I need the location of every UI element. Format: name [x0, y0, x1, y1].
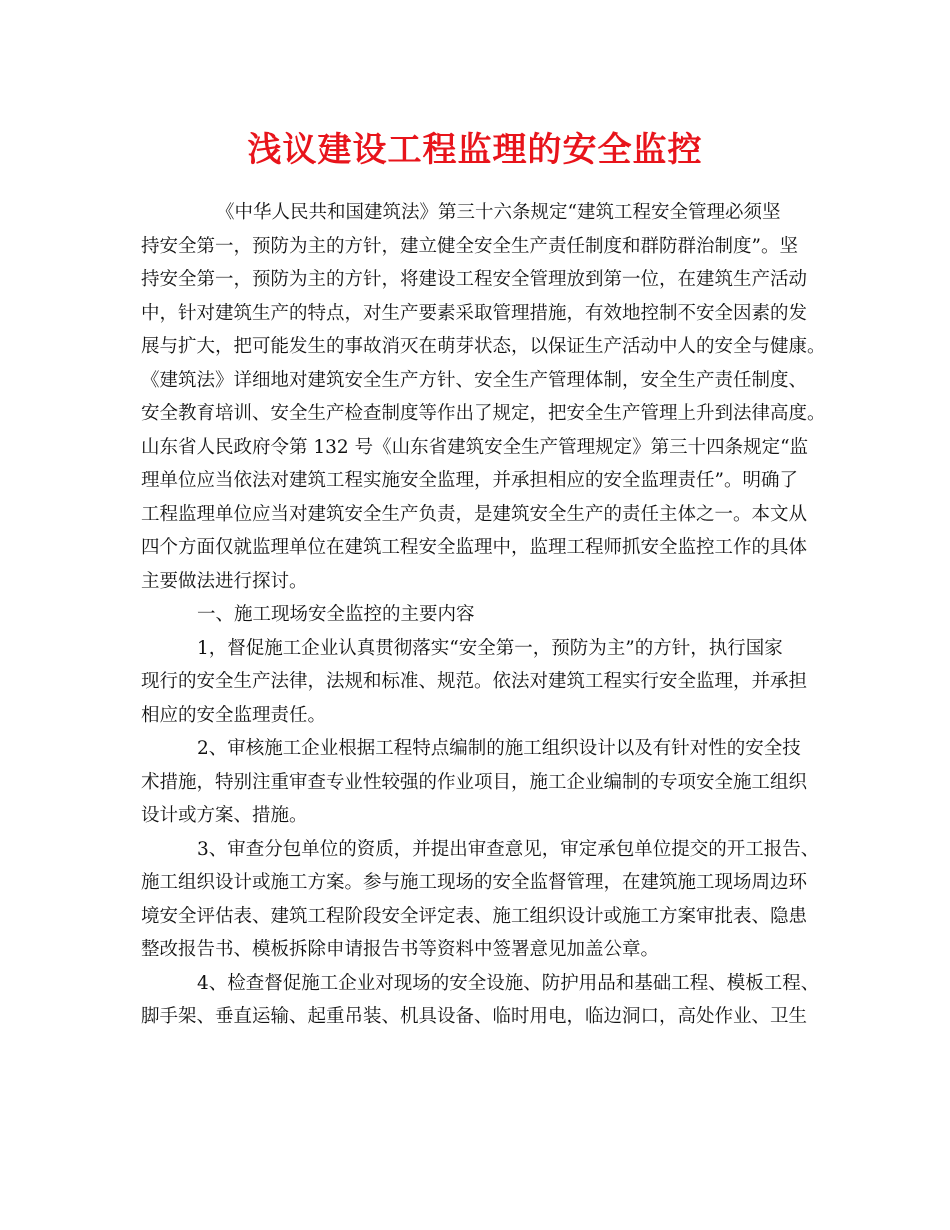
- paragraph-line: 1，督促施工企业认真贯彻落实“安全第一，预防为主”的方针，执行国家: [197, 637, 783, 659]
- paragraph-line: 4、检查督促施工企业对现场的安全设施、防护用品和基础工程、模板工程、: [197, 972, 820, 994]
- paragraph-line: 《中华人民共和国建筑法》第三十六条规定“建筑工程安全管理必须坚: [216, 202, 781, 223]
- paragraph: [141, 732, 821, 833]
- document-title: 浅议建设工程监理的安全监控: [247, 130, 703, 170]
- paragraph-line: 术措施，特别注重审查专业性较强的作业项目，施工企业编制的专项安全施工组织: [141, 771, 808, 793]
- paragraph-line: 相应的安全监理责任。: [141, 704, 327, 726]
- paragraph-line: 山东省人民政府令第 132 号《山东省建筑安全生产管理规定》第三十四条规定“监: [141, 436, 809, 458]
- paragraph-line: 2、审核施工企业根据工程特点编制的施工组织设计以及有针对性的安全技: [197, 738, 801, 759]
- paragraph-line: 3、审查分包单位的资质，并提出审查意见，审定承包单位提交的开工报告、: [197, 838, 820, 860]
- paragraph-line: 现行的安全生产法律，法规和标准、规范。依法对建筑工程实行安全监理，并承担: [141, 671, 808, 692]
- paragraph-line: 施工组织设计或施工方案。参与施工现场的安全监督管理，在建筑施工现场周边环: [141, 872, 808, 893]
- paragraph: [141, 632, 821, 733]
- paragraph: [141, 833, 821, 967]
- paragraph-line: 持安全第一，预防为主的方针，建立健全安全生产责任制度和群防群治制度”。坚: [141, 235, 798, 257]
- paragraph-line: 主要做法进行探讨。: [141, 570, 308, 592]
- paragraph-line: 境安全评估表、建筑工程阶段安全评定表、施工组织设计或施工方案审批表、隐患: [141, 905, 808, 927]
- paragraph-line: 中，针对建筑生产的特点，对生产要素采取管理措施，有效地控制不安全因素的发: [141, 302, 808, 324]
- document-body: [141, 196, 826, 1034]
- paragraph-line: 脚手架、垂直运输、起重吊装、机具设备、临时用电，临边洞口，高处作业、卫生: [141, 1006, 808, 1027]
- paragraph-line: 展与扩大，把可能发生的事故消灭在萌芽状态，以保证生产活动中人的安全与健康。: [141, 336, 826, 357]
- paragraph-line: 设计或方案、措施。: [141, 805, 308, 826]
- paragraph: [141, 598, 821, 632]
- paragraph-line: 理单位应当依法对建筑工程实施安全监理，并承担相应的安全监理责任”。明确了: [141, 470, 798, 491]
- paragraph: [141, 967, 821, 1034]
- paragraph-line: 持安全第一，预防为主的方针，将建设工程安全管理放到第一位，在建筑生产活动: [141, 269, 808, 290]
- paragraph-line: 安全教育培训、安全生产检查制度等作出了规定，把安全生产管理上升到法律高度。: [141, 403, 826, 424]
- paragraph-line: 工程监理单位应当对建筑安全生产负责，是建筑安全生产的责任主体之一。本文从: [141, 503, 808, 525]
- paragraph: [141, 196, 826, 598]
- paragraph-line: 一、施工现场安全监控的主要内容: [197, 604, 475, 625]
- paragraph-line: 整改报告书、模板拆除申请报告书等资料中签署意见加盖公章。: [141, 939, 660, 960]
- paragraph-line: 四个方面仅就监理单位在建筑工程安全监理中，监理工程师抓安全监控工作的具体: [141, 537, 808, 558]
- paragraph-line: 《建筑法》详细地对建筑安全生产方针、安全生产管理体制，安全生产责任制度、: [141, 369, 808, 391]
